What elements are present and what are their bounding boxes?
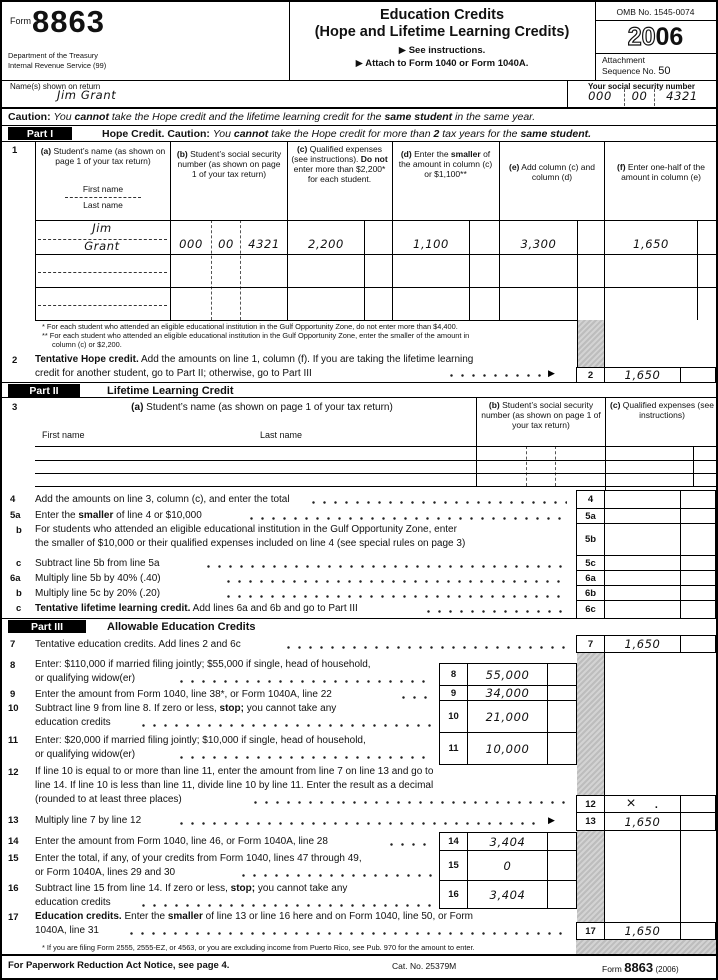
divider-line xyxy=(364,220,365,320)
leader-dots xyxy=(450,374,542,377)
box-label: 6b xyxy=(577,586,605,600)
divider-line xyxy=(555,446,556,486)
box-label: 14 xyxy=(440,833,468,850)
box-label: 7 xyxy=(577,636,605,652)
line12-text-3: (rounded to at least three places) xyxy=(35,794,182,805)
line9-value-box xyxy=(439,685,577,701)
ssn-part2[interactable]: 00 xyxy=(631,89,648,103)
line12-text-1: If line 10 is equal to or more than line 11, enter the amount from line 7 on line 13 and go to xyxy=(35,766,434,777)
line7-value-box xyxy=(576,635,716,653)
part2-label: Part II xyxy=(8,384,80,397)
box-label: 5b xyxy=(577,524,605,555)
line11-value-box xyxy=(439,732,577,765)
line-number: 10 xyxy=(8,703,19,714)
divider-line xyxy=(624,89,625,106)
one-half-value[interactable]: 1,650 xyxy=(633,237,669,251)
leader-dots xyxy=(390,843,432,846)
line4-value[interactable] xyxy=(605,491,681,508)
footer-form-year: (2006) xyxy=(655,965,679,974)
leader-dots xyxy=(254,801,567,804)
line15-text-2: or Form 1040A, lines 29 and 30 xyxy=(35,867,176,878)
line-number: 1 xyxy=(12,145,18,156)
box-label: 17 xyxy=(577,923,605,939)
line9-text: Enter the amount from Form 1040, line 38*, or Form 1040A, line 22 xyxy=(35,689,332,700)
qualified-expenses-value[interactable]: 2,200 xyxy=(308,237,344,251)
student-first-name[interactable]: Jim xyxy=(92,221,112,235)
arrow-icon: ▶ xyxy=(548,368,555,378)
line15-value-box xyxy=(439,850,577,881)
cents-cell[interactable] xyxy=(548,833,576,850)
cents-cell[interactable] xyxy=(681,368,715,382)
divider-line xyxy=(2,382,716,383)
tax-year-suffix: 06 xyxy=(655,23,684,51)
divider-line xyxy=(38,272,167,273)
divider-line xyxy=(35,486,716,487)
col-a-first-label: First name xyxy=(82,184,124,194)
attachment-label: Attachment xyxy=(602,55,645,65)
line-number: b xyxy=(16,525,22,536)
line17-text-1: Education credits. Enter the smaller of line 13 or line 16 here and on Form 1040, line 50, or Form xyxy=(35,911,474,922)
line-number: 8 xyxy=(10,660,16,671)
leader-dots xyxy=(180,756,432,759)
divider-line xyxy=(2,397,716,398)
cents-cell[interactable] xyxy=(681,636,715,652)
p2-col-a-header: (a) Student’s name (as shown on page 1 of your tax return) xyxy=(131,402,393,413)
cents-cell[interactable] xyxy=(548,664,576,685)
line8-value-box xyxy=(439,663,577,686)
footer-form-word: Form xyxy=(602,964,622,974)
box-label: 15 xyxy=(440,851,468,880)
line13-value-box xyxy=(576,812,716,831)
box-label: 9 xyxy=(440,686,468,700)
divider-line xyxy=(526,446,527,486)
line2-text-2: credit for another student, go to Part II; otherwise, go to Part III xyxy=(35,368,312,379)
line10-value[interactable]: 21,000 xyxy=(468,701,548,732)
divider-line xyxy=(240,220,241,320)
line12-text-2: line 14. If line 10 is less than line 11, divide line 10 by line 11. Enter the result as a decimal xyxy=(35,780,434,791)
line7-value[interactable]: 1,650 xyxy=(605,636,681,652)
line-number: 9 xyxy=(10,689,16,700)
line6a-value[interactable] xyxy=(605,571,681,585)
line14-value-box xyxy=(439,832,577,851)
line8-text-2: or qualifying widow(er) xyxy=(35,673,136,684)
sequence-label: Sequence No. 50 xyxy=(602,65,671,77)
line-number: 15 xyxy=(8,853,19,864)
line6c-value-box xyxy=(576,600,716,619)
box-label: 5a xyxy=(577,509,605,523)
line14-value[interactable]: 3,404 xyxy=(468,833,548,850)
divider-line xyxy=(38,305,167,306)
line5b-text-2: the smaller of $10,000 or their qualified expenses included on line 4 (see special rules on page 3) xyxy=(35,538,466,549)
divider-line xyxy=(604,653,605,795)
line5b-value[interactable] xyxy=(605,524,681,555)
form-word-label: Form xyxy=(10,16,31,26)
line16-text-2: education credits xyxy=(35,897,111,908)
line-number: c xyxy=(16,558,22,569)
shaded-area xyxy=(578,320,604,367)
cents-cell[interactable] xyxy=(681,524,715,555)
student-last-name[interactable]: Grant xyxy=(84,239,120,253)
leader-dots xyxy=(427,610,567,613)
divider-line xyxy=(35,287,716,288)
box-label: 6a xyxy=(577,571,605,585)
attach-note: ▶ Attach to Form 1040 or Form 1040A. xyxy=(355,58,529,69)
part3-label: Part III xyxy=(8,620,86,633)
col-d-header: (d) Enter the smaller of the amount in column (c) or $1,100** xyxy=(398,149,493,180)
line-number: 12 xyxy=(8,767,19,778)
box-label: 6c xyxy=(577,601,605,618)
cents-cell[interactable] xyxy=(548,851,576,880)
line5b-value-box xyxy=(576,523,716,556)
line5a-value[interactable] xyxy=(605,509,681,523)
smaller-amount-value[interactable]: 1,100 xyxy=(413,237,449,251)
leader-dots xyxy=(402,696,432,699)
cents-cell[interactable] xyxy=(548,881,576,908)
divider-line xyxy=(65,197,141,198)
form-subtitle: (Hope and Lifetime Learning Credits) xyxy=(314,24,570,40)
divider-line xyxy=(2,618,716,619)
line-number: 14 xyxy=(8,836,19,847)
p2-first-name-label: First name xyxy=(42,430,85,440)
line16-text-1: Subtract line 15 from line 14. If zero or less, stop; you cannot take any xyxy=(35,883,348,894)
student-ssn-part2[interactable]: 00 xyxy=(218,237,234,251)
box-label: 16 xyxy=(440,881,468,908)
line-number: 7 xyxy=(10,639,16,650)
divider-line xyxy=(2,141,716,142)
shaded-area xyxy=(577,653,604,795)
line7-text: Tentative education credits. Add lines 2 and 6c xyxy=(35,639,241,650)
student-ssn-part1[interactable]: 000 xyxy=(179,237,203,251)
divider-line xyxy=(170,141,171,320)
part1-title: Hope Credit. Caution: You cannot take the Hope credit for more than 2 tax years for the same student. xyxy=(102,128,592,140)
leader-dots xyxy=(250,517,567,520)
divider-line xyxy=(604,831,605,922)
leader-dots xyxy=(312,501,567,504)
line15-text-1: Enter the total, if any, of your credits from Form 1040, lines 47 through 49, xyxy=(35,853,362,864)
cents-cell[interactable] xyxy=(681,509,715,523)
line11-text-1: Enter: $20,000 if married filing jointly; $10,000 if single, head of household, xyxy=(35,735,366,746)
line14-text: Enter the amount from Form 1040, line 46, or Form 1040A, line 28 xyxy=(35,836,328,847)
line-number: 5a xyxy=(10,510,21,521)
box-label: 10 xyxy=(440,701,468,732)
column-e-sum-value[interactable]: 3,300 xyxy=(520,237,557,251)
line4-value-box xyxy=(576,490,716,509)
leader-dots xyxy=(142,724,432,727)
leader-dots xyxy=(142,904,432,907)
line17-value[interactable]: 1,650 xyxy=(605,923,681,939)
line5a-text: Enter the smaller of line 4 or $10,000 xyxy=(35,510,202,521)
divider-line xyxy=(2,80,716,81)
line6b-value[interactable] xyxy=(605,586,681,600)
form-number: 8863 xyxy=(32,4,105,39)
footnote-3: * If you are filing Form 2555, 2555-EZ, or 4563, or you are excluding income from Puerto Rico, see Pub. 970 for the amount to enter. xyxy=(42,943,475,952)
line10-text-1: Subtract line 9 from line 8. If zero or less, stop; you cannot take any xyxy=(35,703,337,714)
line-number: 17 xyxy=(8,912,19,923)
box-label: 5c xyxy=(577,556,605,570)
line8-text-1: Enter: $110,000 if married filing jointly; $55,000 if single, head of household, xyxy=(35,659,371,670)
line15-value[interactable]: 0 xyxy=(468,851,548,880)
ssn-part3[interactable]: 4321 xyxy=(666,89,698,103)
footer-form-number: 8863 xyxy=(624,960,654,975)
box-label: 12 xyxy=(577,796,605,812)
arrow-icon: ▶ xyxy=(548,815,555,825)
cents-cell[interactable] xyxy=(681,571,715,585)
line8-value[interactable]: 55,000 xyxy=(468,664,548,685)
cents-cell[interactable] xyxy=(548,733,576,764)
divider-line xyxy=(595,53,716,54)
leader-dots xyxy=(287,646,567,649)
cents-cell[interactable] xyxy=(548,686,576,700)
line13-value[interactable]: 1,650 xyxy=(605,813,681,830)
p2-col-c-header: (c) Qualified expenses (see instructions) xyxy=(610,400,714,421)
cents-cell[interactable] xyxy=(681,586,715,600)
line5c-text: Subtract line 5b from line 5a xyxy=(35,558,160,569)
footnote-2b: column (c) or $2,200. xyxy=(52,340,122,349)
line2-value-box xyxy=(576,367,716,383)
sequence-number: 50 xyxy=(658,65,671,77)
line-number: c xyxy=(16,603,22,614)
leader-dots xyxy=(227,580,567,583)
divider-line xyxy=(35,141,36,320)
leader-dots xyxy=(180,822,542,825)
line2-text-1: Tentative Hope credit. Add the amounts on line 1, column (f). If you are taking the lifetime learning xyxy=(35,354,474,365)
catalog-number: Cat. No. 25379M xyxy=(392,961,457,971)
line11-text-2: or qualifying widow(er) xyxy=(35,749,136,760)
box-label: 11 xyxy=(440,733,468,764)
line-number: 11 xyxy=(8,735,19,746)
line10-value-box xyxy=(439,700,577,733)
cents-cell[interactable] xyxy=(681,813,715,830)
line12-value[interactable]: × . xyxy=(605,796,681,812)
divider-line xyxy=(654,89,655,106)
divider-line xyxy=(693,446,694,486)
cents-cell[interactable] xyxy=(681,796,715,812)
line-number: 13 xyxy=(8,815,19,826)
line16-value-box xyxy=(439,880,577,909)
divider-line xyxy=(595,20,716,21)
box-label: 2 xyxy=(577,368,605,382)
shaded-area xyxy=(576,940,716,954)
divider-line xyxy=(35,320,604,321)
line10-text-2: education credits xyxy=(35,717,111,728)
cents-cell[interactable] xyxy=(681,923,715,939)
footnote-1: * For each student who attended an eligible educational institution in the Gulf Opportunity Zone, do not enter more than $4,400. xyxy=(42,322,458,331)
line-number: 4 xyxy=(10,494,16,505)
divider-line xyxy=(499,141,500,320)
part2-title: Lifetime Learning Credit xyxy=(107,385,234,397)
col-f-header: (f) Enter one-half of the amount in column (e) xyxy=(617,162,705,183)
col-c-header: (c) Qualified expenses (see instructions). Do not enter more than $2,200* for each student. xyxy=(291,144,388,185)
line6a-text: Multiply line 5b by 40% (.40) xyxy=(35,573,161,584)
leader-dots xyxy=(130,932,567,935)
line9-value[interactable]: 34,000 xyxy=(468,686,548,700)
omb-number: OMB No. 1545-0074 xyxy=(616,7,695,17)
ssn-part1[interactable]: 000 xyxy=(588,89,612,103)
line-number: 16 xyxy=(8,883,19,894)
box-label: 13 xyxy=(577,813,605,830)
divider-line xyxy=(35,220,716,221)
divider-line xyxy=(2,125,716,126)
paperwork-notice: For Paperwork Reduction Act Notice, see page 4. xyxy=(8,960,230,971)
line16-value[interactable]: 3,404 xyxy=(468,881,548,908)
line6b-value-box xyxy=(576,585,716,601)
col-b-header: (b) Student’s social security number (as shown on page 1 of your tax return) xyxy=(176,149,282,180)
cents-cell[interactable] xyxy=(681,491,715,508)
divider-line xyxy=(35,473,716,474)
divider-line xyxy=(211,220,212,320)
line-number: 3 xyxy=(12,402,18,413)
department-line1: Department of the Treasury xyxy=(8,51,98,60)
line6c-text: Tentative lifetime learning credit. Add lines 6a and 6b and go to Part III xyxy=(35,603,358,614)
line5c-value-box xyxy=(576,555,716,571)
col-a-last-label: Last name xyxy=(83,200,123,210)
line2-value[interactable]: 1,650 xyxy=(605,368,681,382)
form-title: Education Credits xyxy=(379,7,505,23)
divider-line xyxy=(2,107,716,109)
department-line2: Internal Revenue Service (99) xyxy=(8,61,107,70)
col-e-header: (e) Add column (c) and column (d) xyxy=(509,162,595,183)
line11-value[interactable]: 10,000 xyxy=(468,733,548,764)
line5b-text-1: For students who attended an eligible educational institution in the Gulf Opportunity Zone, enter xyxy=(35,524,457,535)
line6b-text: Multiply line 5c by 20% (.20) xyxy=(35,588,161,599)
leader-dots xyxy=(180,680,432,683)
line5c-value[interactable] xyxy=(605,556,681,570)
leader-dots xyxy=(207,565,567,568)
shaded-area xyxy=(577,831,604,922)
line13-text: Multiply line 7 by line 12 xyxy=(35,815,142,826)
line4-text: Add the amounts on line 3, column (c), and enter the total xyxy=(35,494,290,505)
leader-dots xyxy=(242,874,432,877)
footnote-2: ** For each student who attended an eligible educational institution in the Gulf Opportunity Zone, enter the smaller of the amount in xyxy=(42,331,470,340)
tax-year xyxy=(595,23,716,53)
p2-col-b-header: (b) Student’s social security number (as shown on page 1 of your tax return) xyxy=(481,400,601,431)
cents-cell[interactable] xyxy=(681,601,715,618)
part1-label: Part I xyxy=(8,127,72,140)
student-ssn-part3[interactable]: 4321 xyxy=(248,237,280,251)
divider-line xyxy=(392,141,393,320)
divider-line xyxy=(287,141,288,320)
line17-value-box xyxy=(576,922,716,940)
col-a-header: (a) Student’s name (as shown on page 1 of your tax return) xyxy=(40,146,166,167)
leader-dots xyxy=(227,595,567,598)
footer-form-id xyxy=(602,960,679,975)
line-number: 6a xyxy=(10,573,21,584)
tax-year-prefix: 20 xyxy=(627,23,656,51)
line17-text-2: 1040A, line 31 xyxy=(35,925,99,936)
line12-value-box xyxy=(576,795,716,813)
line5a-value-box xyxy=(576,508,716,524)
see-instructions-note: ▶ See instructions. xyxy=(398,45,486,56)
line-number: b xyxy=(16,588,22,599)
line-number: 2 xyxy=(12,355,18,366)
name-field-value[interactable]: Jim Grant xyxy=(57,88,117,102)
divider-line xyxy=(2,954,716,956)
cents-cell[interactable] xyxy=(548,701,576,732)
box-label: 8 xyxy=(440,664,468,685)
name-field-label: Name(s) shown on return xyxy=(10,82,101,91)
line6c-value[interactable] xyxy=(605,601,681,618)
divider-line xyxy=(35,446,716,447)
ssn-field-label: Your social security number xyxy=(588,82,695,91)
p2-last-name-label: Last name xyxy=(260,430,303,440)
part3-title: Allowable Education Credits xyxy=(107,621,256,633)
box-label: 4 xyxy=(577,491,605,508)
divider-line xyxy=(680,831,681,922)
divider-line xyxy=(35,460,716,461)
caution-text: Caution: You cannot take the Hope credit and the lifetime learning credit for the same student in the same year. xyxy=(8,111,536,123)
divider-line xyxy=(35,254,716,255)
divider-line xyxy=(604,141,605,382)
divider-line xyxy=(697,220,698,320)
line6a-value-box xyxy=(576,570,716,586)
cents-cell[interactable] xyxy=(681,556,715,570)
divider-line xyxy=(469,220,470,320)
